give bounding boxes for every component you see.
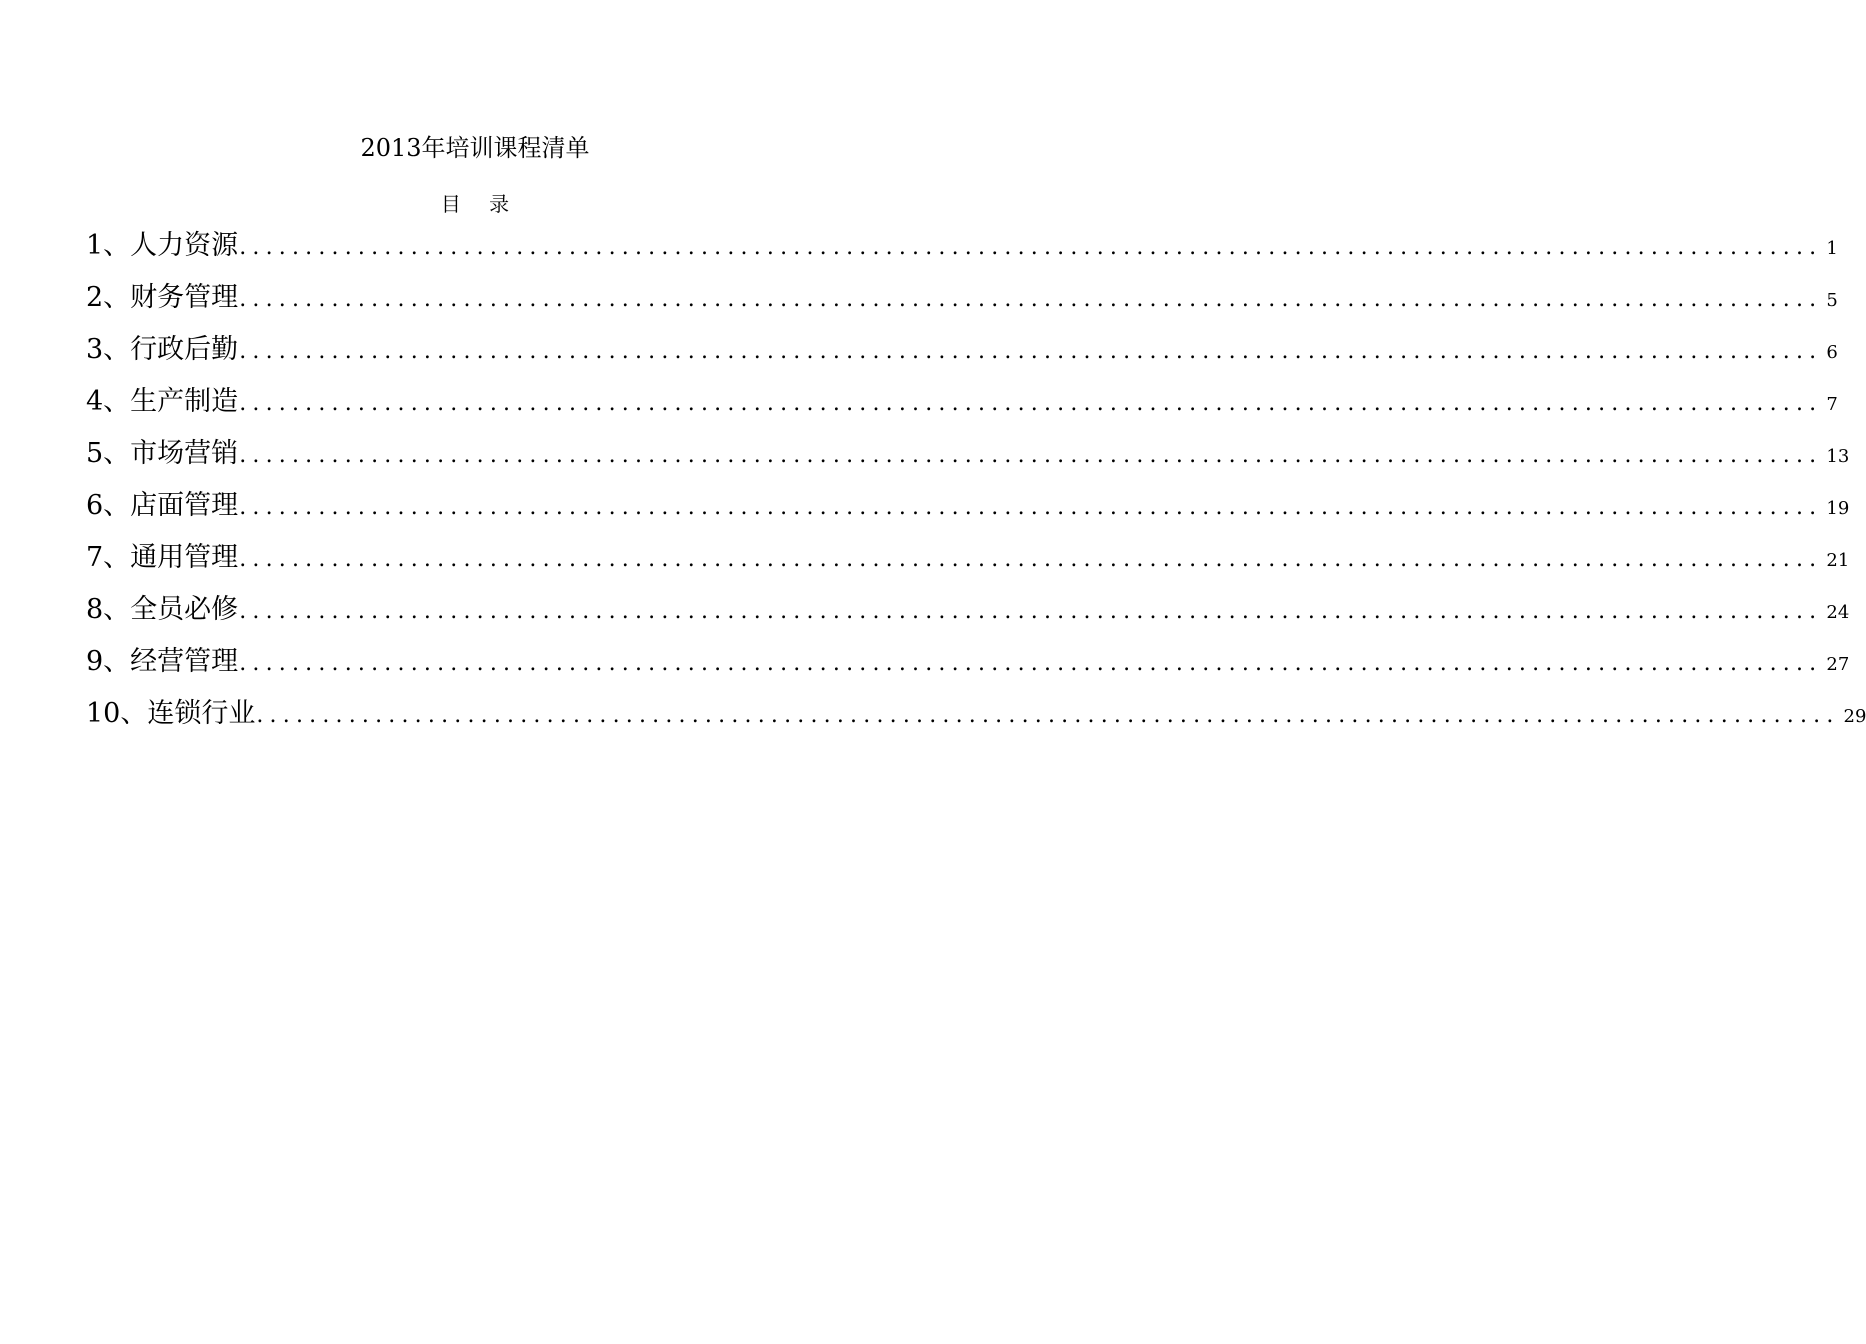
toc-entry[interactable] — [86, 328, 1838, 380]
toc-entry-page: 24 — [1826, 602, 1850, 623]
toc-dot-leader: ........................................................................................................................ — [239, 495, 1823, 520]
toc-entry[interactable] — [86, 224, 1838, 276]
toc-entry[interactable] — [86, 588, 1850, 640]
toc-entry[interactable] — [86, 640, 1850, 692]
toc-entry-label: 4、生产制造 — [86, 386, 239, 417]
toc-entry-page: 7 — [1826, 394, 1838, 415]
toc-dot-leader: ........................................................................................................................ — [239, 547, 1823, 572]
toc-entry[interactable] — [86, 692, 1866, 744]
toc-entry-label: 10、连锁行业 — [86, 698, 256, 729]
toc-entry[interactable] — [86, 484, 1850, 536]
toc-entry-page: 21 — [1826, 550, 1850, 571]
toc-entry-label: 3、行政后勤 — [86, 334, 239, 365]
toc-heading: 目 录 — [440, 192, 510, 216]
document-title: 2013年培训课程清单 — [360, 134, 590, 162]
toc-entry-label: 5、市场营销 — [86, 438, 239, 469]
toc-dot-leader: ........................................................................................................................ — [239, 391, 1823, 416]
toc-entry-label: 8、全员必修 — [86, 594, 239, 625]
toc-entry-page: 1 — [1826, 238, 1838, 259]
toc-dot-leader: ........................................................................................................................ — [239, 339, 1823, 364]
toc-entry-label: 6、店面管理 — [86, 490, 239, 521]
toc-dot-leader: ........................................................................................................................ — [239, 599, 1823, 624]
toc-entry-page: 13 — [1826, 446, 1850, 467]
toc-entry-page: 29 — [1843, 706, 1866, 727]
toc-entry-label: 2、财务管理 — [86, 282, 239, 313]
toc-dot-leader: ........................................................................................................................ — [239, 443, 1823, 468]
toc-entry-label: 9、经营管理 — [86, 646, 239, 677]
toc-dot-leader: ........................................................................................................................ — [239, 235, 1823, 260]
toc-entry-label: 1、人力资源 — [86, 230, 239, 261]
toc-dot-leader: ........................................................................................................................ — [256, 703, 1840, 728]
toc-entry[interactable] — [86, 536, 1850, 588]
toc-entry-page: 19 — [1826, 498, 1850, 519]
toc-entry-page: 5 — [1826, 290, 1838, 311]
toc-dot-leader: ........................................................................................................................ — [239, 287, 1823, 312]
toc-entry-label: 7、通用管理 — [86, 542, 239, 573]
toc-entry-page: 27 — [1826, 654, 1850, 675]
toc-entry[interactable] — [86, 380, 1838, 432]
toc-dot-leader: ........................................................................................................................ — [239, 651, 1823, 676]
toc-entry[interactable] — [86, 432, 1850, 484]
toc-entry[interactable] — [86, 276, 1838, 328]
table-of-contents — [86, 224, 1866, 744]
toc-entry-page: 6 — [1826, 342, 1838, 363]
